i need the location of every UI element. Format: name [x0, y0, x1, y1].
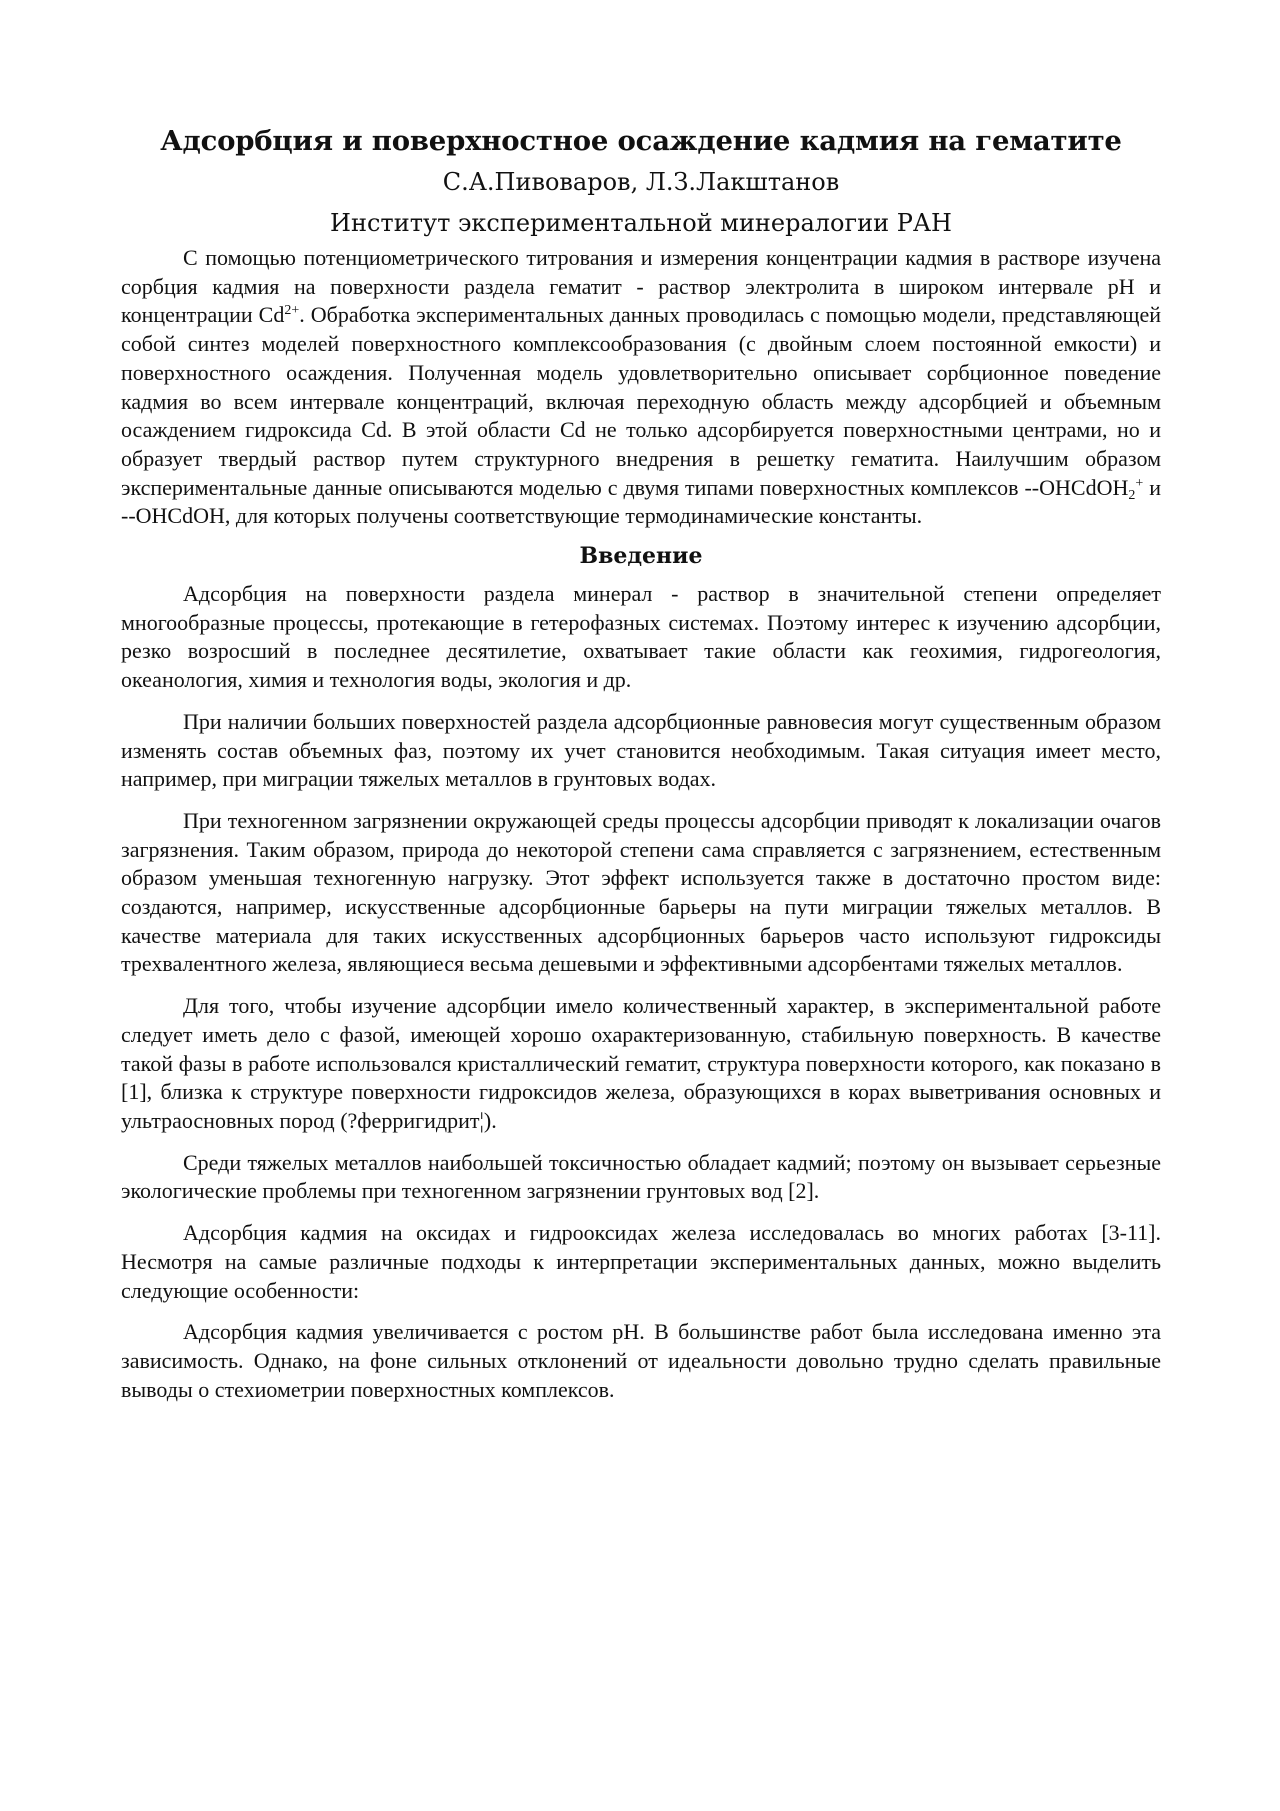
intro-paragraph-6: Адсорбция кадмия на оксидах и гидрооксидах железа исследовалась во многих работах [3-11]. Несмотря на самые различные подходы к интерпретации экспериментальных данных, можно выделить следующие особенности: [121, 1220, 1161, 1303]
cd-charge-superscript: 2+ [284, 303, 300, 319]
intro-paragraph-2: При наличии больших поверхностей раздела адсорбционные равновесия могут существенным образом изменять состав объемных фаз, поэтому их учет становится необходимым. Такая ситуация имеет место, например, при миграции тяжелых металлов в грунтовых водах. [121, 708, 1161, 792]
complex-charge-superscript: + [1135, 475, 1144, 491]
complex-subscript: 2 [1128, 487, 1136, 503]
intro-paragraph-5: Среди тяжелых металлов наибольшей токсичностью обладает кадмий; поэтому он вызывает серьезные экологические проблемы при техногенном загрязнении грунтовых вод [2]. [121, 1149, 1161, 1204]
abstract-text-part2: . Обработка экспериментальных данных проводилась с помощью модели, представляющей собой синтез моделей поверхностного комплексообразования (с двойным слоем постоянной емкости) и поверхностного осаждения. Полученная модель удовлетворительно описывает сорбционное поведение кадмия во всем интервале концентраций, включая переходную область между адсорбцией и объемным осаждением гидроксида Cd. В этой области Cd не только адсорбируется поверхностными центрами, но и образует твердый раствор путем структурного внедрения в решетку гематита. Наилучшим образом экспериментальные данные описываются моделью с двумя типами поверхностных комплексов --OHCdOH [121, 302, 1161, 500]
intro-paragraph-1: Адсорбция на поверхности раздела минерал - раствор в значительной степени определяет многообразные процессы, протекающие в гетерофазных системах. Поэтому интерес к изучению адсорбции, резко возросший в последнее десятилетие, охватывает такие области как геохимия, гидрогеология, океанология, химия и технология воды, экология и др. [121, 581, 1161, 693]
intro-paragraph-7: Адсорбция кадмия увеличивается с ростом pH. В большинстве работ была исследована именно эта зависимость. Однако, на фоне сильных отклонений от идеальности довольно трудно сделать правильные выводы о стехиометрии поверхностных комплексов. [121, 1319, 1161, 1402]
article-authors: С.А.Пивоваров, Л.З.Лакштанов [442, 168, 840, 196]
article-institute: Институт экспериментальной минералогии РАН [330, 209, 952, 237]
section-heading-introduction: Введение [579, 543, 703, 570]
abstract-paragraph [121, 244, 1161, 531]
abstract-text-part1: С помощью потенциометрического титрования и измерения концентрации кадмия в растворе изучена сорбция кадмия на поверхности раздела гематит - раствор электролита в широком интервале pH и концентрации Cd [121, 245, 1161, 328]
abstract-text-part3: и --OHCdOH, для которых получены соответствующие термодинамические константы. [121, 474, 1161, 529]
article-body [121, 122, 1161, 1417]
intro-paragraph-4: Для того, чтобы изучение адсорбции имело количественный характер, в экспериментальной работе следует иметь дело с фазой, имеющей хорошо охарактеризованную, стабильную поверхность. В качестве такой фазы в работе использовался кристаллический гематит, структура поверхности которого, как показано в [1], близка к структуре поверхности гидроксидов железа, образующихся в корах выветривания основных и ультраосновных пород (?ферригидрит¦). [121, 993, 1161, 1133]
intro-paragraph-3: При техногенном загрязнении окружающей среды процессы адсорбции приводят к локализации очагов загрязнения. Таким образом, природа до некоторой степени сама справляется с загрязнением, естественным образом уменьшая техногенную нагрузку. Этот эффект используется также в достаточно простом виде: создаются, например, искусственные адсорбционные барьеры на пути миграции тяжелых металлов. В качестве материала для таких искусственных адсорбционных барьеров часто используют гидроксиды трехвалентного железа, являющиеся весьма дешевыми и эффективными адсорбентами тяжелых металлов. [121, 807, 1161, 977]
article-title: Адсорбция и поверхностное осаждение кадмия на гематите [160, 125, 1122, 157]
